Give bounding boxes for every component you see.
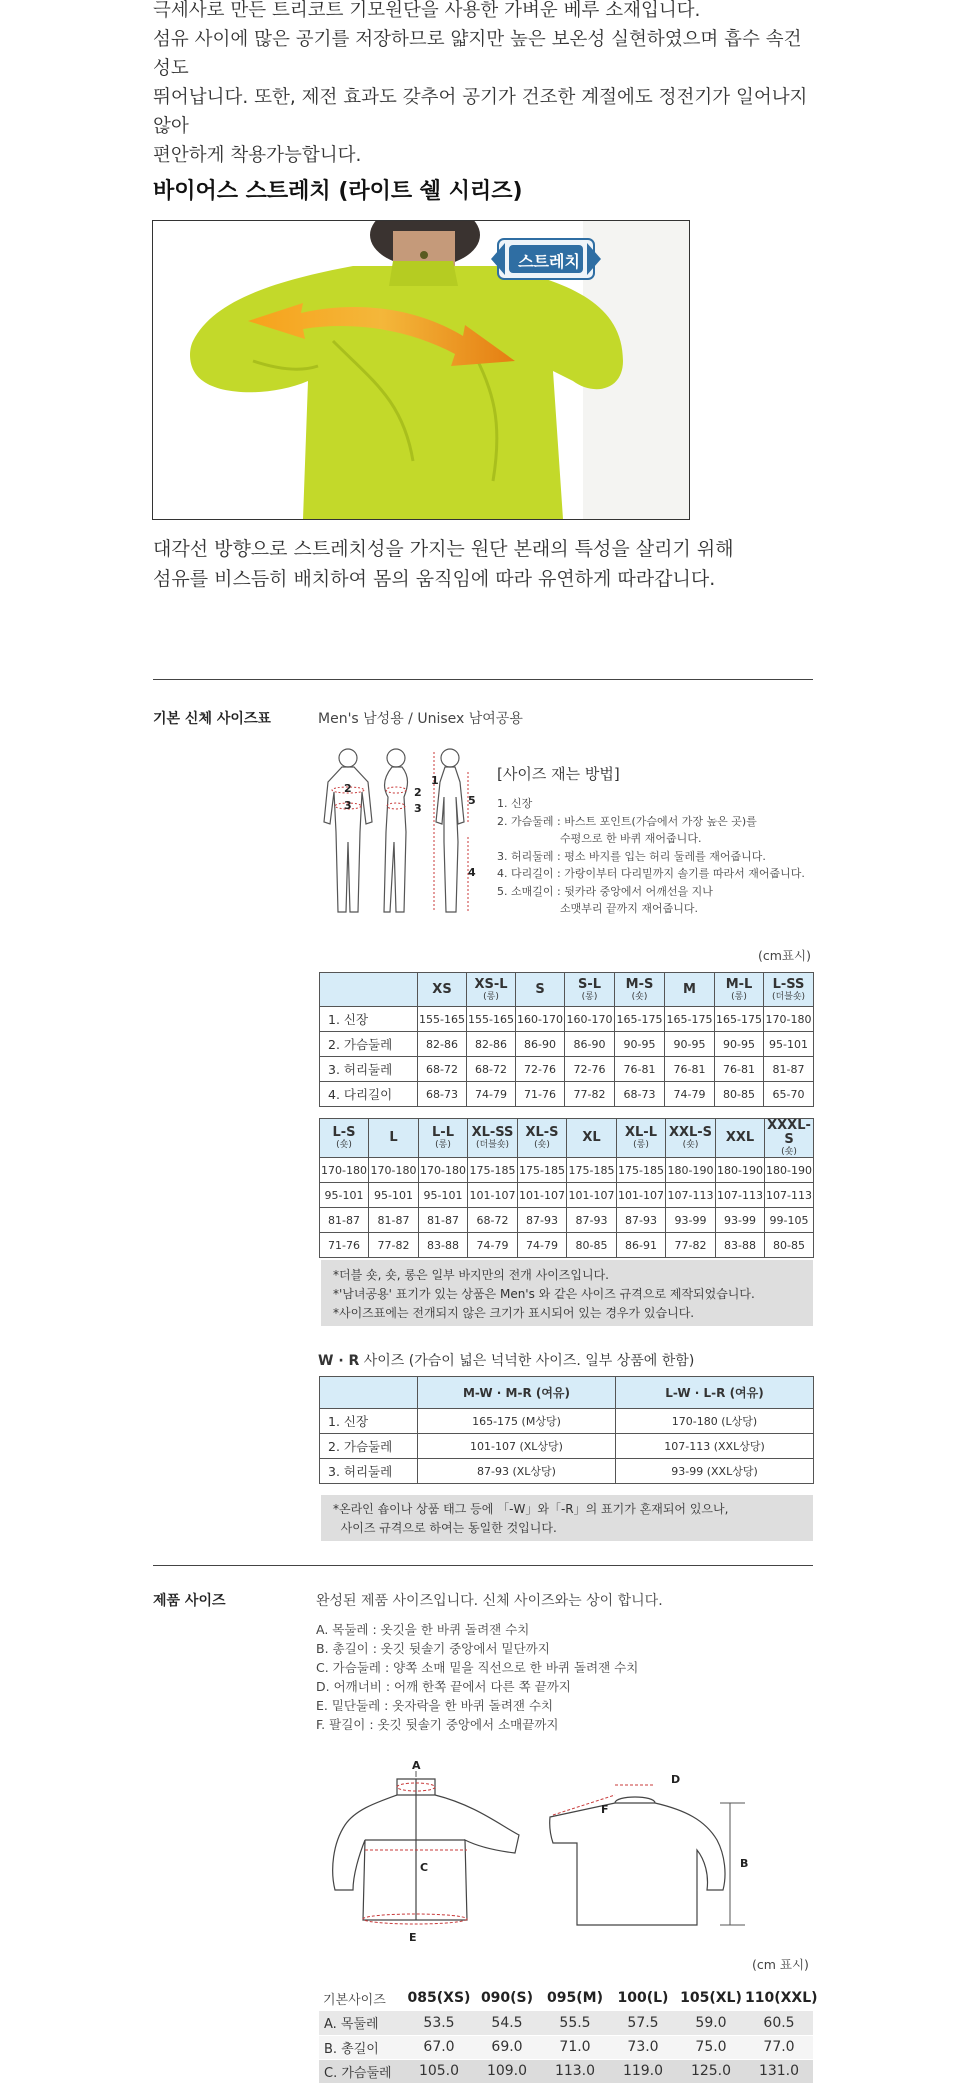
product-size-table <box>319 1985 818 2084</box>
table-row <box>320 1032 814 1057</box>
product-unit: (cm 표시) <box>752 1957 809 1972</box>
stretch-desc-line: 대각선 방향으로 스트레치성을 가지는 원단 본래의 특성을 살리기 위해 <box>153 538 734 560</box>
wr-title-bold: W · R <box>318 1353 360 1369</box>
cell: 80-85 <box>567 1233 617 1258</box>
cell: 90-95 <box>715 1032 764 1057</box>
cell: 87-93 (XL상당) <box>418 1459 616 1484</box>
cell: 76-81 <box>665 1057 715 1082</box>
size-header <box>764 973 814 1007</box>
cell: 90-95 <box>615 1032 665 1057</box>
cell: 93-99 <box>716 1208 765 1233</box>
cell-text: M-S <box>625 976 654 992</box>
measure-line: 수평으로 한 바퀴 재어줍니다. <box>497 832 702 845</box>
cell-text: L-S <box>332 1125 356 1140</box>
size-header <box>715 973 764 1007</box>
cell: 72-76 <box>516 1057 565 1082</box>
cell: 165-175 <box>715 1007 764 1032</box>
cell: 175-185 <box>468 1158 518 1183</box>
size-header: 110(XXL) <box>745 1985 813 2011</box>
cell: 68-73 <box>615 1082 665 1107</box>
table-row <box>320 1158 814 1183</box>
row-label: 2. 가슴둘레 <box>320 1434 418 1459</box>
cell-text: (숏) <box>631 991 648 1002</box>
cell: 54.5 <box>473 2011 541 2035</box>
size-header <box>320 1119 369 1158</box>
cell: 71-76 <box>320 1233 369 1258</box>
diagram-label-a: A <box>412 1759 421 1772</box>
note-line: *온라인 숍이나 상품 태그 등에 「-W」와「-R」의 표기가 혼재되어 있으나, <box>333 1502 729 1516</box>
row-label: 1. 신장 <box>320 1409 418 1434</box>
cell: 59.0 <box>677 2011 745 2035</box>
size-header <box>666 1119 716 1158</box>
cell: 101-107 <box>617 1183 666 1208</box>
stretch-description <box>153 534 853 594</box>
measure-line: 1. 신장 <box>497 797 533 810</box>
measure-line: 4. 다리길이 : 가랑이부터 다리밑까지 솔기를 따라서 재어줍니다. <box>497 867 805 880</box>
size-header: 095(M) <box>541 1985 609 2011</box>
cell: 71.0 <box>541 2035 609 2059</box>
note-line: *더블 숏, 숏, 롱은 일부 바지만의 전개 사이즈입니다. <box>333 1268 609 1282</box>
cell: 175-185 <box>518 1158 567 1183</box>
cell-text: XXL-S <box>668 1125 713 1140</box>
cell: 69.0 <box>473 2035 541 2059</box>
figure-mark: 4 <box>468 866 476 879</box>
note-line: *'남녀공용' 표기가 있는 상품은 Men's 와 같은 사이즈 규격으로 제작되었습니다. <box>333 1287 755 1301</box>
cell-text: (롱) <box>731 991 747 1002</box>
diagram-label-b: B <box>740 1857 749 1870</box>
cell: 119.0 <box>609 2059 677 2083</box>
cell: 170-180 (L상당) <box>616 1409 814 1434</box>
size-header <box>419 1119 468 1158</box>
figure-mark: 2 <box>414 786 422 799</box>
cell: 170-180 <box>419 1158 468 1183</box>
table-row <box>320 1183 814 1208</box>
table-row <box>320 1208 814 1233</box>
cell: 95-101 <box>419 1183 468 1208</box>
table-row <box>319 2059 813 2083</box>
cell: 67.0 <box>405 2035 473 2059</box>
table-corner <box>320 973 418 1007</box>
cell: 175-185 <box>617 1158 666 1183</box>
size-header <box>665 973 715 1007</box>
cell-text: XL-SS <box>471 1125 514 1140</box>
cell: 81-87 <box>419 1208 468 1233</box>
intro-line: 편안하게 착용가능합니다. <box>153 145 362 166</box>
cell: 86-91 <box>617 1233 666 1258</box>
cell-text: XL-S <box>525 1125 559 1140</box>
cell: 87-93 <box>567 1208 617 1233</box>
size-header <box>615 973 665 1007</box>
table-corner <box>320 1377 418 1409</box>
table-row <box>320 1459 814 1484</box>
row-label: B. 총길이 <box>319 2035 405 2059</box>
table-row <box>320 1057 814 1082</box>
cell: 107-113 <box>765 1183 814 1208</box>
cell: 155-165 <box>418 1007 467 1032</box>
size-header <box>617 1119 666 1158</box>
cell: 105.0 <box>405 2059 473 2083</box>
size-header <box>716 1119 765 1158</box>
measure-line: 5. 소매길이 : 뒷카라 중앙에서 어깨선을 지나 <box>497 884 713 898</box>
intro-line: 극세사로 만든 트리코트 기모원단을 사용한 가벼운 베루 소재입니다. <box>153 0 701 21</box>
cell: 73.0 <box>609 2035 677 2059</box>
cell-text: (롱) <box>581 991 598 1002</box>
section-divider <box>153 679 813 680</box>
row-label: 1. 신장 <box>320 1007 418 1032</box>
row-label: 3. 허리둘레 <box>320 1057 418 1082</box>
figure-mark: 3 <box>414 802 422 815</box>
cell: 101-107 <box>518 1183 567 1208</box>
size-header: 105(XL) <box>677 1985 745 2011</box>
size-header <box>565 973 615 1007</box>
body-size-title: 기본 신체 사이즈표 <box>153 711 271 727</box>
cell: 170-180 <box>369 1158 419 1183</box>
table-row <box>320 1233 814 1258</box>
cell-text: S <box>535 981 545 997</box>
cell: 68-72 <box>418 1057 467 1082</box>
cell-text: XS-L <box>474 976 508 992</box>
size-header <box>518 1119 567 1158</box>
cell-text: (더블숏) <box>771 991 806 1002</box>
product-measure-list <box>316 1620 638 1734</box>
cell-text: L <box>389 1130 398 1145</box>
cell: 95-101 <box>764 1032 814 1057</box>
wr-title <box>318 1350 694 1370</box>
cell: 90-95 <box>665 1032 715 1057</box>
row-label: 3. 허리둘레 <box>320 1459 418 1484</box>
body-figure <box>318 742 478 922</box>
cell: 77-82 <box>565 1082 615 1107</box>
note-line: 사이즈 규격으로 하여는 동일한 것입니다. <box>333 1521 557 1535</box>
product-measure-item: A. 목둘레 : 옷깃을 한 바퀴 돌려잰 수치 <box>316 1622 530 1637</box>
cell-text: M <box>683 981 696 997</box>
cell: 81-87 <box>764 1057 814 1082</box>
cell-text: S-L <box>577 976 602 992</box>
cell: 95-101 <box>369 1183 419 1208</box>
product-measure-item: B. 총길이 : 옷깃 뒷솔기 중앙에서 밑단까지 <box>316 1641 550 1656</box>
row-label: 2. 가슴둘레 <box>320 1032 418 1057</box>
intro-text <box>153 0 813 170</box>
table-row <box>320 1434 814 1459</box>
cell-text: M-L <box>725 976 753 992</box>
wr-title-rest: 사이즈 (가슴이 넓은 넉넉한 사이즈. 일부 상품에 한함) <box>359 1353 695 1369</box>
product-size-desc: 완성된 제품 사이즈입니다. 신체 사이즈와는 상이 합니다. <box>316 1593 663 1609</box>
cell: 93-99 (XXL상당) <box>616 1459 814 1484</box>
cell: 71-76 <box>516 1082 565 1107</box>
measure-line: 3. 허리둘레 : 평소 바지를 입는 허리 둘레를 재어줍니다. <box>497 849 766 863</box>
cell-text: (롱) <box>633 1140 649 1150</box>
cell: 74-79 <box>518 1233 567 1258</box>
garment-diagram-svg <box>325 1765 795 1955</box>
product-measure-item: D. 어깨너비 : 어깨 한쪽 끝에서 다른 쪽 끝까지 <box>316 1679 571 1694</box>
stretch-title: 바이어스 스트레치 (라이트 쉘 시리즈) <box>153 179 523 204</box>
figure-mark: 3 <box>344 799 352 812</box>
wr-note <box>321 1495 813 1541</box>
size-header <box>468 1119 518 1158</box>
cell: 86-90 <box>565 1032 615 1057</box>
cell: 180-190 <box>765 1158 814 1183</box>
cell: 87-93 <box>617 1208 666 1233</box>
measure-title: [사이즈 재는 방법] <box>497 765 620 783</box>
size-header <box>418 973 467 1007</box>
size-note <box>321 1260 813 1326</box>
note-line: *사이즈표에는 전개되지 않은 크기가 표시되어 있는 경우가 있습니다. <box>333 1306 695 1320</box>
row-label: A. 목둘레 <box>319 2011 405 2035</box>
cell: 86-90 <box>516 1032 565 1057</box>
cell-text: (더블숏) <box>475 1140 510 1150</box>
cell: 107-113 <box>716 1183 765 1208</box>
table-row <box>320 1007 814 1032</box>
measure-line: 2. 가슴둘레 : 바스트 포인트(가슴에서 가장 높은 곳)를 <box>497 814 757 828</box>
stretch-badge-label: 스트레치 <box>518 252 580 271</box>
cell: 82-86 <box>418 1032 467 1057</box>
cell: 76-81 <box>615 1057 665 1082</box>
cell: 165-175 <box>615 1007 665 1032</box>
cell: 113.0 <box>541 2059 609 2083</box>
cell: 160-170 <box>565 1007 615 1032</box>
figure-mark: 5 <box>468 794 476 807</box>
size-header: 085(XS) <box>405 1985 473 2011</box>
wr-size-table <box>319 1376 814 1484</box>
cell: 170-180 <box>320 1158 369 1183</box>
cell: 76-81 <box>715 1057 764 1082</box>
cell: 77-82 <box>666 1233 716 1258</box>
cell: 81-87 <box>320 1208 369 1233</box>
cell: 57.5 <box>609 2011 677 2035</box>
diagram-label-c: C <box>420 1861 429 1874</box>
product-measure-item: E. 밑단둘레 : 옷자락을 한 바퀴 돌려잰 수치 <box>316 1698 554 1713</box>
size-header <box>516 973 565 1007</box>
figure-mark: 1 <box>431 774 439 787</box>
intro-line: 섬유 사이에 많은 공기를 저장하므로 얇지만 높은 보온성 실현하였으며 흡수 속건성도 <box>153 29 802 79</box>
cell: 155-165 <box>467 1007 516 1032</box>
cell: 160-170 <box>516 1007 565 1032</box>
product-measure-item: C. 가슴둘레 : 양쪽 소매 밑을 직선으로 한 바퀴 돌려잰 수치 <box>316 1660 639 1675</box>
body-figure-svg <box>318 742 478 922</box>
cell-text: (롱) <box>435 1140 451 1150</box>
cell: 74-79 <box>467 1082 516 1107</box>
cell: 175-185 <box>567 1158 617 1183</box>
table-row <box>319 2035 813 2059</box>
cell: 80-85 <box>765 1233 814 1258</box>
cell: 68-72 <box>468 1208 518 1233</box>
wr-header: M-W · M-R (여유) <box>418 1377 616 1409</box>
cell-text: L-L <box>432 1125 454 1140</box>
product-measure-item: F. 팔길이 : 옷깃 뒷솔기 중앙에서 소매끝까지 <box>316 1717 559 1732</box>
diagram-label-f: F <box>601 1803 609 1816</box>
cell: 165-175 <box>665 1007 715 1032</box>
cell: 68-73 <box>418 1082 467 1107</box>
cell: 77.0 <box>745 2035 813 2059</box>
intro-line: 뛰어납니다. 또한, 제전 효과도 갖추어 공기가 건조한 계절에도 정전기가 일어나지 않아 <box>153 87 808 137</box>
product-size-title: 제품 사이즈 <box>153 1593 226 1609</box>
cell: 82-86 <box>467 1032 516 1057</box>
garment-diagram <box>325 1759 795 1955</box>
cell: 75.0 <box>677 2035 745 2059</box>
cell: 81-87 <box>369 1208 419 1233</box>
cell-text: XL <box>582 1130 601 1145</box>
cell: 125.0 <box>677 2059 745 2083</box>
cell: 107-113 (XXL상당) <box>616 1434 814 1459</box>
diagram-label-d: D <box>671 1773 681 1786</box>
section-divider <box>153 1565 813 1566</box>
cell: 53.5 <box>405 2011 473 2035</box>
cell: 60.5 <box>745 2011 813 2035</box>
size-header <box>467 973 516 1007</box>
cell: 93-99 <box>666 1208 716 1233</box>
measure-line: 소맷부리 끝까지 재어줍니다. <box>497 902 698 915</box>
wr-header: L-W · L-R (여유) <box>616 1377 814 1409</box>
cell-text: XL-L <box>625 1125 657 1140</box>
stretch-desc-line: 섬유를 비스듬히 배치하여 몸의 움직임에 따라 유연하게 따라갑니다. <box>153 568 716 590</box>
size-header <box>567 1119 617 1158</box>
cell-text: (롱) <box>483 991 499 1002</box>
table-corner: 기본사이즈 <box>319 1985 405 2011</box>
cell: 72-76 <box>565 1057 615 1082</box>
cell: 55.5 <box>541 2011 609 2035</box>
cell: 77-82 <box>369 1233 419 1258</box>
cell-text: (숏) <box>336 1140 352 1150</box>
cell: 131.0 <box>745 2059 813 2083</box>
figure-mark: 2 <box>344 782 352 795</box>
cell: 180-190 <box>666 1158 716 1183</box>
cell: 109.0 <box>473 2059 541 2083</box>
cell: 95-101 <box>320 1183 369 1208</box>
size-header <box>765 1119 814 1158</box>
table-row <box>319 2011 813 2035</box>
cell: 74-79 <box>468 1233 518 1258</box>
cell-text: XXL <box>725 1130 755 1145</box>
cell: 107-113 <box>666 1183 716 1208</box>
size-header: 100(L) <box>609 1985 677 2011</box>
cell-text: L-SS <box>772 976 805 992</box>
body-size-subtitle: Men's 남성용 / Unisex 남여공용 <box>318 711 523 727</box>
cell-text: XS <box>432 981 452 997</box>
size-header: 090(S) <box>473 1985 541 2011</box>
cell: 170-180 <box>764 1007 814 1032</box>
cell-text: (숏) <box>534 1140 550 1150</box>
cell: 83-88 <box>419 1233 468 1258</box>
cell: 68-72 <box>467 1057 516 1082</box>
cell: 87-93 <box>518 1208 567 1233</box>
cell: 101-107 (XL상당) <box>418 1434 616 1459</box>
body-size-table-1 <box>319 972 814 1107</box>
measure-list <box>497 795 805 918</box>
cell: 180-190 <box>716 1158 765 1183</box>
cell: 74-79 <box>665 1082 715 1107</box>
table-row <box>320 1082 814 1107</box>
body-size-table-2 <box>319 1118 814 1258</box>
stretch-illustration-svg <box>153 221 689 519</box>
diagram-label-e: E <box>409 1931 417 1944</box>
cell: 99-105 <box>765 1208 814 1233</box>
cell: 101-107 <box>567 1183 617 1208</box>
cell: 101-107 <box>468 1183 518 1208</box>
cell: 165-175 (M상당) <box>418 1409 616 1434</box>
cell-text: (숏) <box>781 1147 797 1157</box>
cell: 80-85 <box>715 1082 764 1107</box>
stretch-illustration <box>152 220 690 520</box>
cell: 65-70 <box>764 1082 814 1107</box>
size-header <box>369 1119 419 1158</box>
cell-text: XXXL-S <box>767 1118 811 1147</box>
row-label: 4. 다리길이 <box>320 1082 418 1107</box>
cell: 83-88 <box>716 1233 765 1258</box>
size-unit: (cm표시) <box>758 948 811 963</box>
table-row <box>320 1409 814 1434</box>
row-label: C. 가슴둘레 <box>319 2059 405 2083</box>
cell-text: (숏) <box>682 1140 699 1150</box>
